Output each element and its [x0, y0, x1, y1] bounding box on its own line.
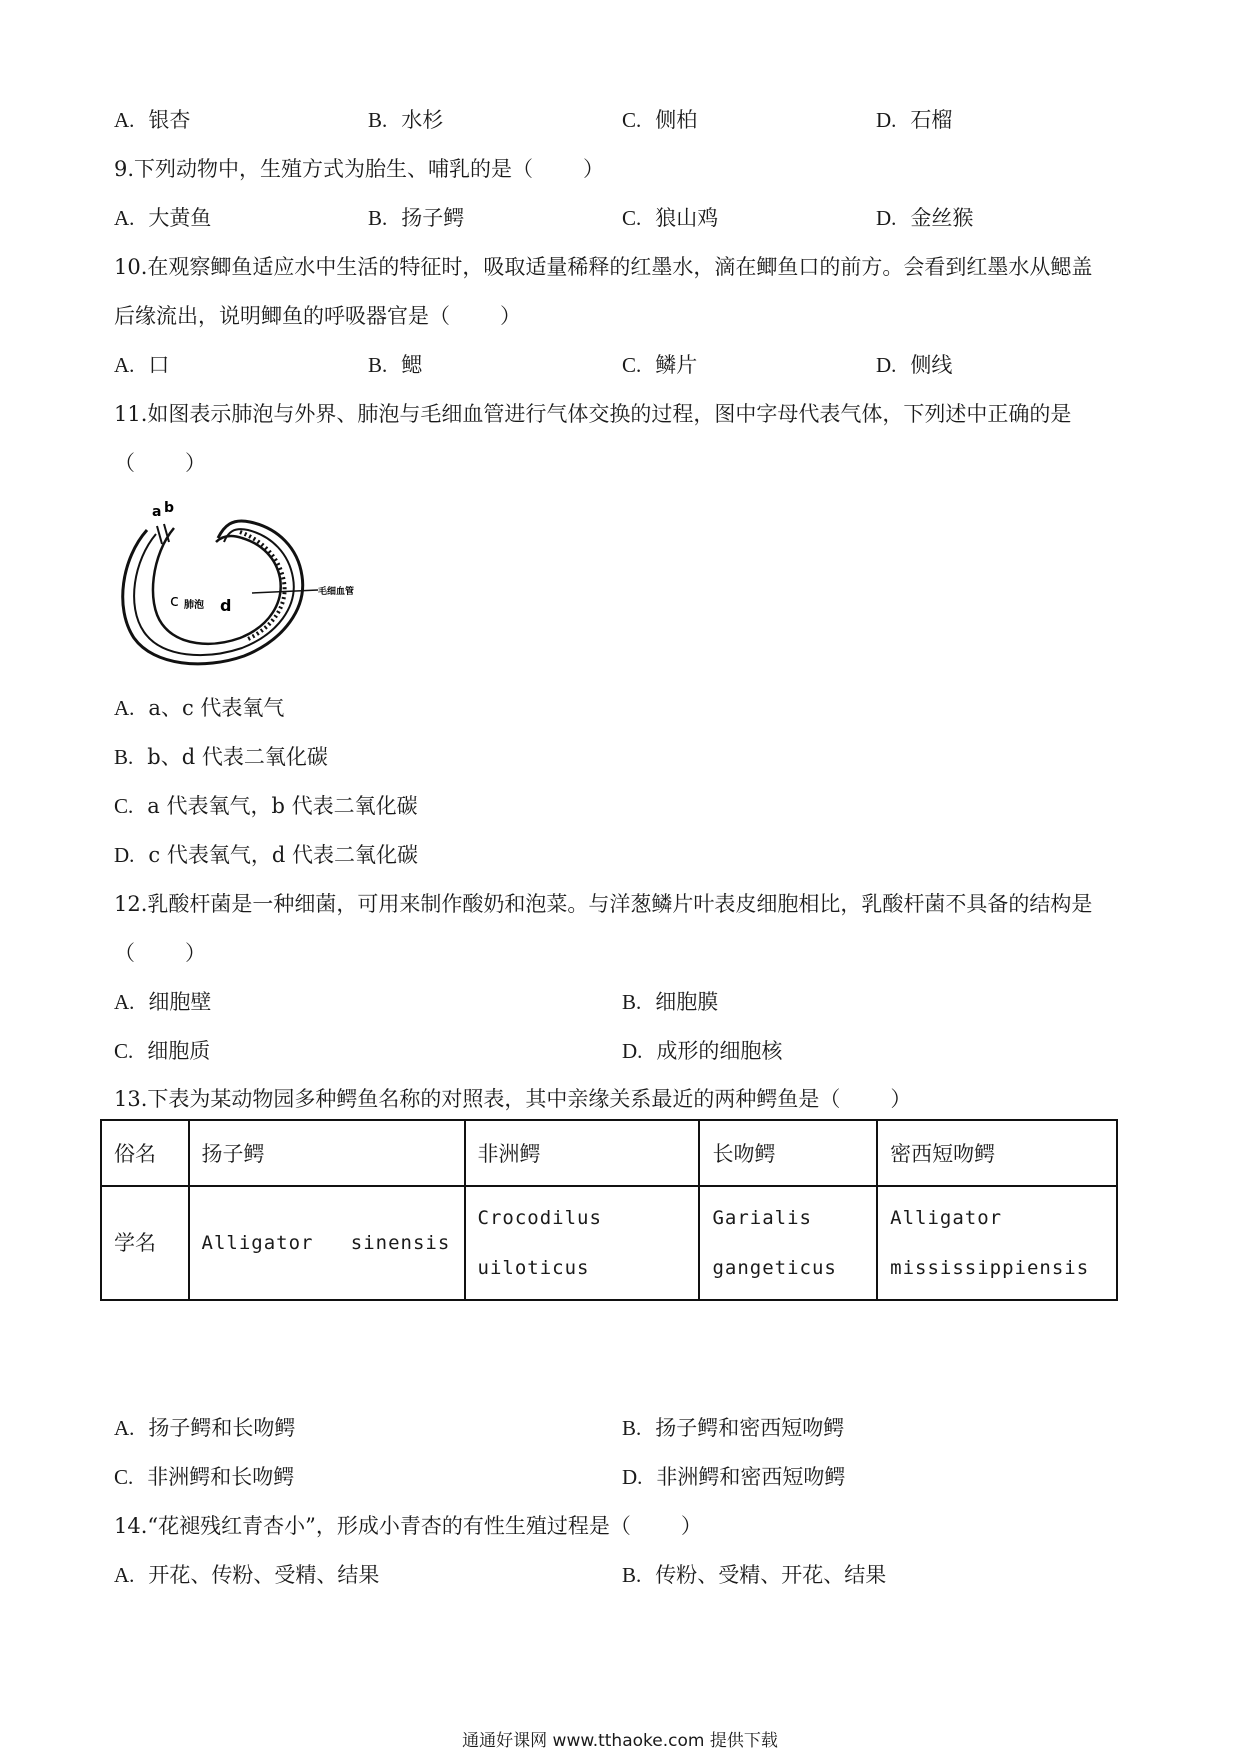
q11-stem-line1: 11.如图表示肺泡与外界、肺泡与毛细血管进行气体交换的过程，图中字母代表气体，下列述中正确的是	[114, 402, 1072, 426]
q13-option-b: B. 扬子鳄和密西短吻鳄	[622, 1416, 845, 1440]
crocodile-name-table	[100, 1119, 1118, 1301]
q12-option-a: A. 细胞壁	[114, 990, 212, 1014]
q10-option-c: C. 鳞片	[622, 353, 698, 377]
q10-option-b: B. 鳃	[368, 353, 423, 377]
q10-stem-line1: 10.在观察鲫鱼适应水中生活的特征时，吸取适量稀释的红墨水，滴在鲫鱼口的前方。会看到红墨水从鳃盖	[114, 255, 1093, 279]
q13-stem: 13.下表为某动物园多种鳄鱼名称的对照表，其中亲缘关系最近的两种鳄鱼是（ ）	[114, 1087, 912, 1111]
table-cell: Alligator sinensis	[189, 1186, 465, 1300]
q13-option-a: A. 扬子鳄和长吻鳄	[114, 1416, 296, 1440]
q10-option-d: D. 侧线	[876, 353, 953, 377]
gas-a-arrow	[157, 526, 162, 544]
q11-option-c: C. a 代表氧气，b 代表二氧化碳	[114, 794, 418, 818]
q8-option-a: A. 银杏	[114, 108, 191, 132]
label-c: c	[170, 591, 179, 610]
q9-option-a: A. 大黄鱼	[114, 206, 212, 230]
q8-option-c: C. 侧柏	[622, 108, 698, 132]
q12-option-b: B. 细胞膜	[622, 990, 719, 1014]
q10-stem-line2: 后缘流出，说明鲫鱼的呼吸器官是（ ）	[114, 304, 521, 328]
q12-stem-line1: 12.乳酸杆菌是一种细菌，可用来制作酸奶和泡菜。与洋葱鳞片叶表皮细胞相比，乳酸杆菌不具备的结构是	[114, 892, 1093, 916]
label-a: a	[152, 504, 162, 520]
q10-option-a: A. 口	[114, 353, 170, 377]
table-cell: 扬子鳄	[189, 1120, 465, 1186]
q12-option-d: D. 成形的细胞核	[622, 1039, 783, 1063]
table-cell: 密西短吻鳄	[877, 1120, 1117, 1186]
table-row-common-name	[101, 1120, 1117, 1186]
table-cell: Crocodilus uiloticus	[465, 1186, 700, 1300]
q11-option-a: A. a、c 代表氧气	[114, 696, 285, 720]
q14-option-b: B. 传粉、受精、开花、结果	[622, 1563, 887, 1587]
q11-stem-line2: （ ）	[114, 451, 206, 475]
q11-option-b: B. b、d 代表二氧化碳	[114, 745, 328, 769]
q13-option-d: D. 非洲鳄和密西短吻鳄	[622, 1465, 846, 1489]
q11-option-d: D. c 代表氧气，d 代表二氧化碳	[114, 843, 418, 867]
q14-option-a: A. 开花、传粉、受精、结果	[114, 1563, 380, 1587]
q8-option-b: B. 水杉	[368, 108, 444, 132]
table-cell: 非洲鳄	[465, 1120, 700, 1186]
alveolus-diagram	[112, 498, 372, 673]
table-cell: 俗名	[101, 1120, 189, 1186]
table-cell: Alligator mississippiensis	[877, 1186, 1117, 1300]
q9-option-b: B. 扬子鳄	[368, 206, 465, 230]
q12-stem-line2: （ ）	[114, 941, 206, 965]
table-row-scientific-name	[101, 1186, 1117, 1300]
q8-option-d: D. 石榴	[876, 108, 953, 132]
q13-option-c: C. 非洲鳄和长吻鳄	[114, 1465, 295, 1489]
q9-option-c: C. 狼山鸡	[622, 206, 719, 230]
label-b: b	[164, 500, 175, 516]
page-footer: 通通好课网 www.tthaoke.com 提供下载	[462, 1731, 778, 1751]
label-capillary: 毛细血管	[318, 587, 355, 597]
label-alveolus: 肺泡	[184, 600, 204, 611]
q9-option-d: D. 金丝猴	[876, 206, 974, 230]
table-cell: Garialis gangeticus	[699, 1186, 877, 1300]
q12-option-c: C. 细胞质	[114, 1039, 211, 1063]
label-d: d	[220, 596, 232, 615]
q14-stem: 14.“花褪残红青杏小”，形成小青杏的有性生殖过程是（ ）	[114, 1514, 702, 1538]
table-cell: 学名	[101, 1186, 189, 1300]
table-cell: 长吻鳄	[699, 1120, 877, 1186]
q9-stem: 9.下列动物中，生殖方式为胎生、哺乳的是（ ）	[114, 157, 605, 181]
